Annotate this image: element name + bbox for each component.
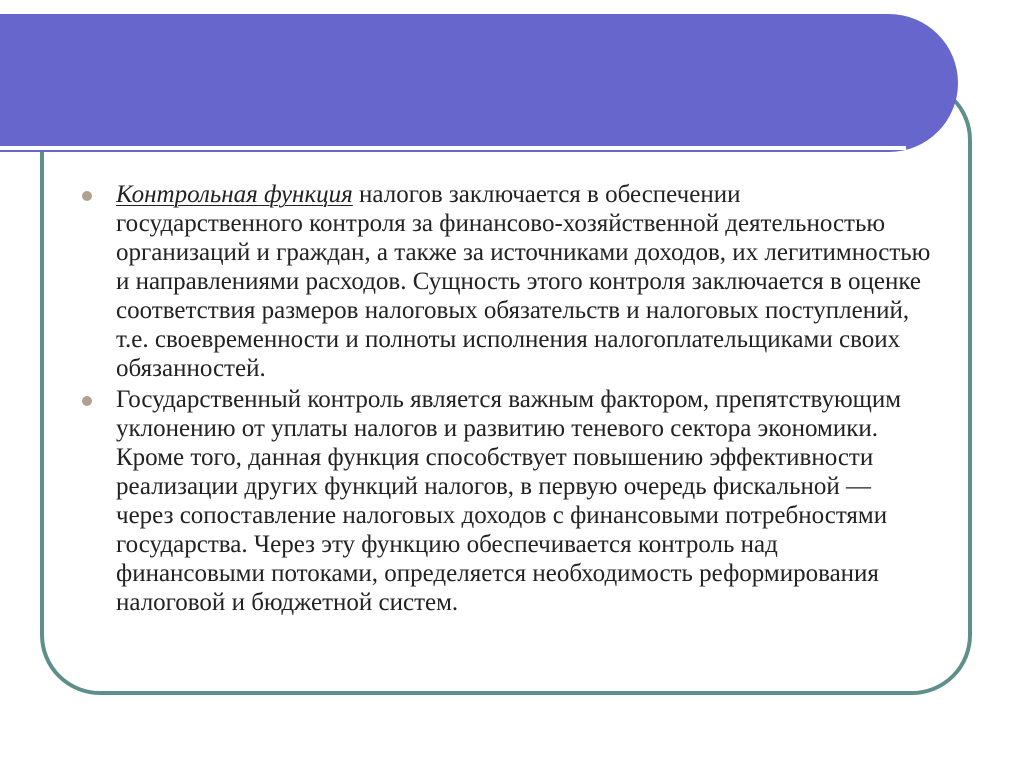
bullet-text: налогов заключается в обеспечении государственного контроля за финансово-хозяйственной деятельностью организаций и граждан, а также за источниками доходов, их легитимностью и направлениями расходов. Сущность этого контроля заключается в оценке соответствия размеров налоговых обязательств и налоговых поступлений, т.е. своевременности и полноты исполнения налогоплательщиками своих обязанностей. bbox=[116, 181, 931, 382]
slide-content bbox=[82, 180, 932, 619]
header-band bbox=[0, 14, 958, 152]
bullet-item-state-control bbox=[82, 385, 932, 617]
bullet-item-control-function bbox=[82, 180, 932, 383]
bullet-dot-icon bbox=[82, 396, 92, 406]
bullet-dot-icon bbox=[82, 191, 92, 201]
term-control-function: Контрольная функция bbox=[116, 181, 353, 208]
bullet-text: Государственный контроль является важным фактором, препятствующим уклонению от уплаты налогов и развитию теневого сектора экономики. Кроме того, данная функция способствует повышению эффективности реализации других функций налогов, в первую очередь фискальной — через сопоставление налоговых доходов с финансовыми потребностями государства. Через эту функцию обеспечивается контроль над финансовыми потоками, определяется необходимость реформирования налоговой и бюджетной систем. bbox=[116, 386, 902, 616]
header-divider bbox=[0, 146, 906, 150]
